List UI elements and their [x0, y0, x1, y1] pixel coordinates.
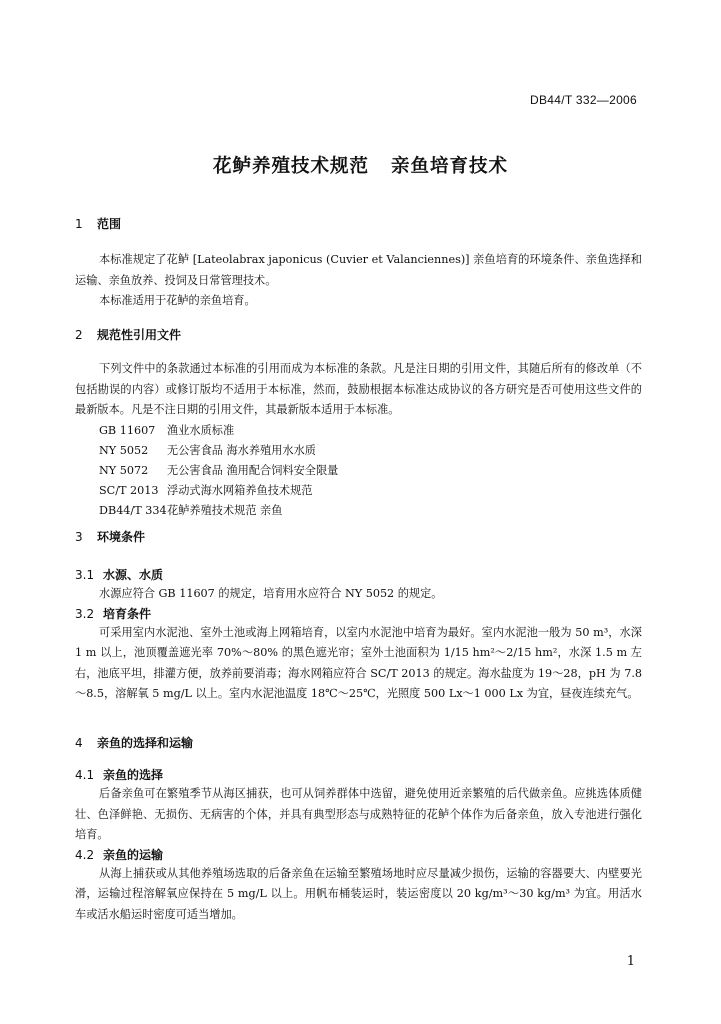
subsection-number: 4.2 — [75, 847, 95, 862]
broodstock-selection-paragraph: 后备亲鱼可在繁殖季节从海区捕获，也可从饲养群体中选留，避免使用近亲繁殖的后代做亲鱼。应挑选体质健壮、色泽鲜艳、无损伤、无病害的个体，并具有典型形态与成熟特征的花鲈个体作为后备亲鱼，放入专池进行强化培育。 — [75, 787, 642, 841]
section-title: 环境条件 — [97, 530, 146, 544]
subsection-3-1-heading — [75, 566, 642, 584]
section-number: 3 — [75, 530, 83, 544]
page-number: 1 — [626, 954, 635, 969]
section-title: 范围 — [97, 217, 122, 231]
reference-item — [75, 481, 642, 501]
section-title: 亲鱼的选择和运输 — [97, 736, 194, 750]
section-1-body — [75, 250, 642, 312]
reference-code: DB44/T 334 — [99, 503, 167, 517]
reference-name: 浮动式海水网箱养鱼技术规范 — [167, 483, 313, 497]
scope-paragraph: 本标准规定了花鲈 [Lateolabrax japonicus (Cuvier et Valanciennes)] 亲鱼培育的环境条件、亲鱼选择和运输、亲鱼放养、投饲及日常管理技术。 — [75, 253, 642, 287]
water-quality-paragraph: 水源应符合 GB 11607 的规定，培育用水应符合 NY 5052 的规定。 — [99, 587, 443, 600]
section-4-body — [75, 766, 642, 925]
subsection-title: 亲鱼的选择 — [103, 768, 164, 782]
reference-item — [75, 461, 642, 481]
normative-references-paragraph: 下列文件中的条款通过本标准的引用而成为本标准的条款。凡是注日期的引用文件，其随后所有的修改单（不包括勘误的内容）或修订版均不适用于本标准，然而，鼓励根据本标准达成协议的各方研究是否可使用这些文件的最新版本。凡是不注日期的引用文件，其最新版本适用于本标准。 — [75, 362, 642, 416]
document-title — [0, 152, 721, 178]
subsection-number: 3.2 — [75, 606, 95, 621]
reference-name: 无公害食品 海水养殖用水水质 — [167, 443, 316, 457]
section-2-body — [75, 359, 642, 521]
subsection-number: 4.1 — [75, 768, 95, 782]
subsection-4-1-heading — [75, 766, 642, 784]
section-3-heading — [75, 529, 642, 545]
section-number: 2 — [75, 328, 83, 342]
subsection-3-2-heading — [75, 605, 642, 623]
reference-item — [75, 441, 642, 461]
rearing-conditions-paragraph: 可采用室内水泥池、室外土池或海上网箱培育，以室内水泥池中培育为最好。室内水泥池一般为 50 m³，水深 1 m 以上，池顶覆盖遮光率 70%～80% 的黑色遮光帘；室外土池面积为 1/15 hm²～2/15 hm²，水深 1.5 m 左右，池底平坦，排灌方便，放养前要消毒；海水网箱应符合 SC/T 2013 的规定。海水盐度为 19～28，pH 为 7.8～8.5，溶解氧 5 mg/L 以上。室内水泥池温度 18℃～25℃，光照度 500 Lx～1 000 Lx 为宜，昼夜连续充气。 — [75, 625, 642, 700]
section-title: 规范性引用文件 — [97, 328, 182, 342]
reference-name: 无公害食品 渔用配合饲料安全限量 — [167, 463, 339, 477]
subsection-title: 亲鱼的运输 — [103, 847, 164, 862]
reference-item — [75, 421, 642, 441]
section-3-body — [75, 566, 642, 705]
applicability-paragraph: 本标准适用于花鲈的亲鱼培育。 — [99, 294, 256, 307]
section-1-heading — [75, 216, 642, 232]
standard-code: DB44/T 332—2006 — [529, 93, 637, 107]
reference-name: 花鲈养殖技术规范 亲鱼 — [167, 503, 283, 517]
subsection-title: 水源、水质 — [103, 568, 164, 582]
section-number: 4 — [75, 736, 83, 750]
title-part-1: 花鲈养殖技术规范 — [212, 156, 369, 177]
reference-code: NY 5072 — [99, 463, 149, 477]
section-2-heading — [75, 327, 642, 343]
section-number: 1 — [75, 217, 83, 231]
reference-name: 渔业水质标准 — [167, 423, 235, 437]
title-part-2: 亲鱼培育技术 — [391, 156, 509, 177]
subsection-title: 培育条件 — [103, 606, 152, 621]
reference-code: NY 5052 — [99, 443, 149, 457]
subsection-number: 3.1 — [75, 568, 95, 582]
reference-code: GB 11607 — [99, 423, 156, 437]
reference-item — [75, 501, 642, 521]
reference-code: SC/T 2013 — [99, 483, 159, 497]
broodstock-transport-paragraph: 从海上捕获或从其他养殖场选取的后备亲鱼在运输至繁殖场地时应尽量减少损伤，运输的容器要大、内壁要光滑，运输过程溶解氧应保持在 5 mg/L 以上。用帆布桶装运时，装运密度以 20 kg/m³～30 kg/m³ 为宜。用活水车或活水船运时密度可适当增加。 — [75, 866, 642, 921]
section-4-heading — [75, 735, 642, 751]
subsection-4-2-heading — [75, 846, 642, 864]
